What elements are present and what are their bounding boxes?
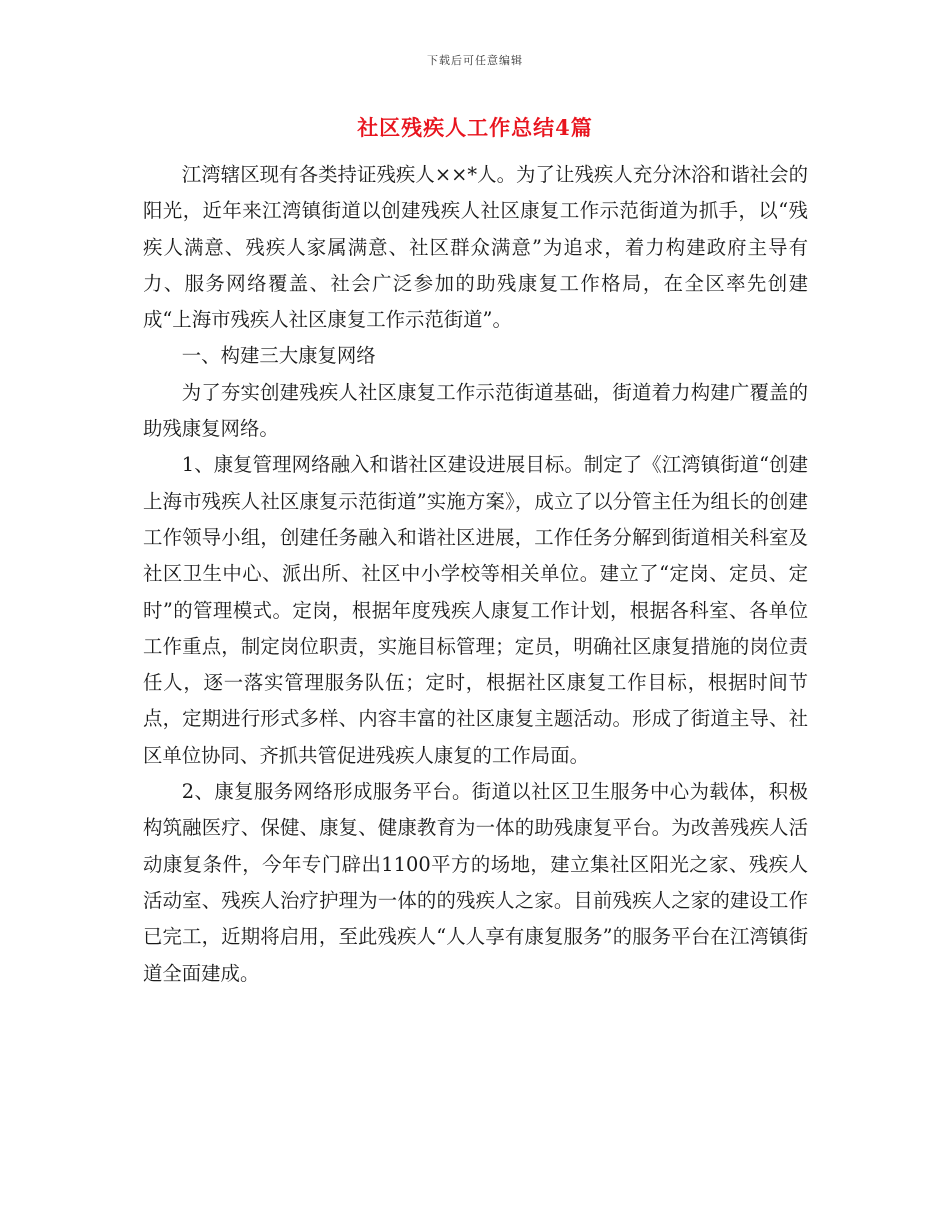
paragraph-intro: 江湾辖区现有各类持证残疾人××*人。为了让残疾人充分沐浴和谐社会的阳光，近年来江湾镇街道以创建残疾人社区康复工作示范街道为抓手，以“残疾人满意、残疾人家属满意、社区群众满意”为追求，着力构建政府主导有力、服务网络覆盖、社会广泛参加的助残康复工作格局，在全区率先创建成“上海市残疾人社区康复工作示范街道”。 bbox=[143, 163, 808, 332]
header-note: 下载后可任意编辑 bbox=[427, 54, 523, 67]
document-title: 社区残疾人工作总结4篇 bbox=[357, 115, 593, 140]
paragraph-section-1-intro: 为了夯实创建残疾人社区康复工作示范街道基础，街道着力构建广覆盖的助残康复网络。 bbox=[143, 380, 808, 441]
paragraph-item-2: 2、康复服务网络形成服务平台。街道以社区卫生服务中心为载体，积极构筑融医疗、保健、康复、健康教育为一体的助残康复平台。为改善残疾人活动康复条件，今年专门辟出1100平方的场地，建立集社区阳光之家、残疾人活动室、残疾人治疗护理为一体的的残疾人之家。目前残疾人之家的建设工作已完工，近期将启用，至此残疾人“人人享有康复服务”的服务平台在江湾镇街道全面建成。 bbox=[143, 780, 808, 985]
document-body bbox=[143, 157, 808, 992]
section-heading-1: 一、构建三大康复网络 bbox=[181, 344, 376, 368]
paragraph-item-1: 1、康复管理网络融入和谐社区建设进展目标。制定了《江湾镇街道“创建上海市残疾人社区康复示范街道”实施方案》，成立了以分管主任为组长的创建工作领导小组，创建任务融入和谐社区进展，工作任务分解到街道相关科室及社区卫生中心、派出所、社区中小学校等相关单位。建立了“定岗、定员、定时”的管理模式。定岗，根据年度残疾人康复工作计划，根据各科室、各单位工作重点，制定岗位职责，实施目标管理；定员，明确社区康复措施的岗位责任人，逐一落实管理服务队伍；定时，根据社区康复工作目标，根据时间节点，定期进行形式多样、内容丰富的社区康复主题活动。形成了街道主导、社区单位协同、齐抓共管促进残疾人康复的工作局面。 bbox=[143, 453, 808, 767]
